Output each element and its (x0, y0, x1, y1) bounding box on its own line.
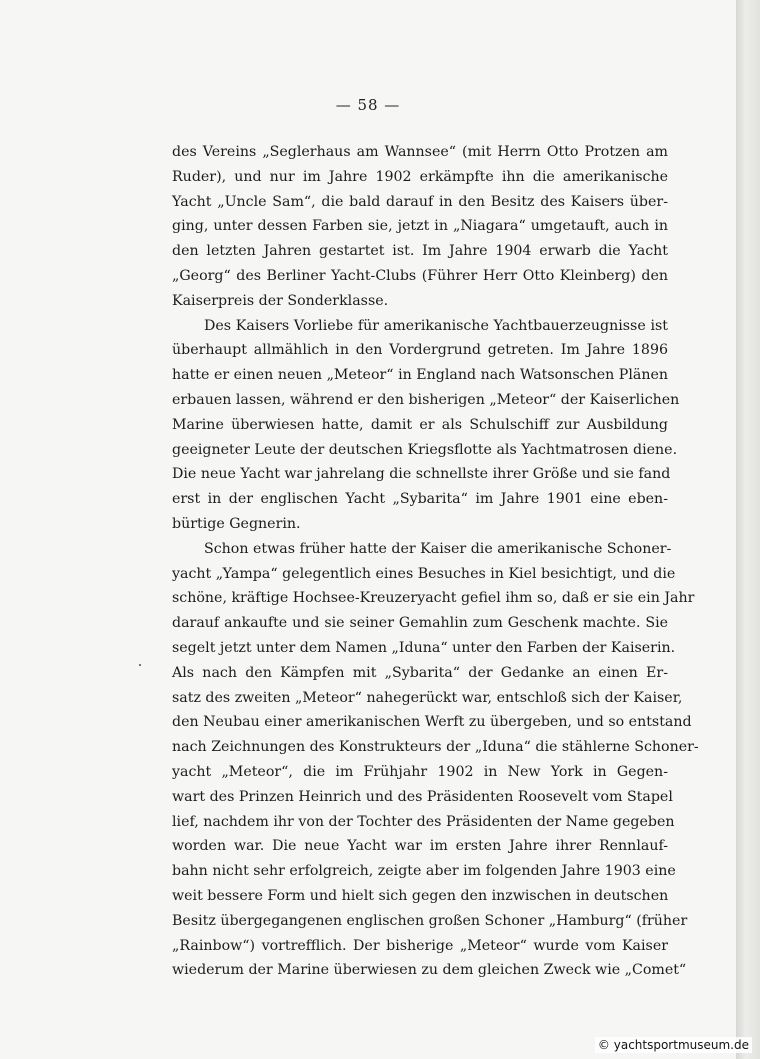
text-line: nach Zeichnungen des Konstrukteurs der „Iduna“ die stählerne Schoner- (172, 739, 699, 756)
text-line: lief, nachdem ihr von der Tochter des Präsidenten der Name gegeben (172, 813, 675, 830)
text-line: Marine überwiesen hatte, damit er als Schulschiff zur Ausbildung (172, 416, 668, 433)
text-line: schöne, kräftige Hochsee-Kreuzeryacht gefiel ihm so, daß er sie ein Jahr (172, 590, 695, 607)
text-line: Des Kaisers Vorliebe für amerikanische Yachtbauerzeugnisse ist (204, 317, 668, 334)
text-line: bahn nicht sehr erfolgreich, zeigte aber im folgenden Jahre 1903 eine (172, 863, 676, 880)
text-line: Schon etwas früher hatte der Kaiser die amerikanische Schoner- (204, 540, 672, 557)
text-line: Die neue Yacht war jahrelang die schnellste ihrer Größe und sie fand (172, 466, 671, 483)
text-line: ging, unter dessen Farben sie, jetzt in „Niagara“ umgetauft, auch in (172, 218, 668, 235)
text-line: Ruder), und nur im Jahre 1902 erkämpfte ihn die amerikanische (172, 168, 668, 185)
text-line: yacht „Yampa“ gelegentlich eines Besuches in Kiel besichtigt, und die (172, 565, 676, 582)
text-line: yacht „Meteor“, die im Frühjahr 1902 in New York in Gegen- (172, 763, 668, 780)
margin-mark (139, 664, 141, 666)
body-text (172, 140, 699, 983)
text-line: segelt jetzt unter dem Namen „Iduna“ unter den Farben der Kaiserin. (172, 639, 676, 656)
text-line: wart des Prinzen Heinrich und des Präsidenten Roosevelt vom Stapel (172, 788, 673, 805)
text-line: überhaupt allmählich in den Vordergrund getreten. Im Jahre 1896 (172, 342, 668, 359)
text-line: erst in der englischen Yacht „Sybarita“ im Jahre 1901 eine eben- (172, 491, 668, 508)
text-line: des Vereins „Seglerhaus am Wannsee“ (mit Herrn Otto Protzen am (172, 144, 668, 160)
text-line: satz des zweiten „Meteor“ nahegerückt war, entschloß sich der Kaiser, (172, 689, 683, 706)
text-line: Yacht „Uncle Sam“, die bald darauf in den Besitz des Kaisers über- (172, 193, 668, 210)
copyright-watermark: © yachtsportmuseum.de (595, 1037, 752, 1053)
text-line: hatte er einen neuen „Meteor“ in England nach Watsonschen Plänen (172, 367, 668, 384)
text-line: den letzten Jahren gestartet ist. Im Jahre 1904 erwarb die Yacht (172, 243, 668, 260)
paragraph-1 (172, 140, 668, 314)
text-line: geeigneter Leute der deutschen Kriegsflotte als Yachtmatrosen diene. (172, 441, 678, 458)
page-edge (736, 0, 760, 1059)
text-line: „Georg“ des Berliner Yacht-Clubs (Führer Herr Otto Kleinberg) den (172, 267, 668, 284)
page-number: — 58 — (335, 96, 401, 114)
text-line: Kaiserpreis der Sonderklasse. (172, 292, 389, 309)
text-line: bürtige Gegnerin. (172, 515, 301, 532)
text-line: Als nach den Kämpfen mit „Sybarita“ der Gedanke an einen Er- (172, 664, 668, 681)
paragraph-3 (172, 537, 699, 983)
text-line: den Neubau einer amerikanischen Werft zu übergeben, und so entstand (172, 714, 692, 731)
text-line: weit bessere Form und hielt sich gegen den inzwischen in deutschen (172, 887, 669, 904)
paragraph-2 (172, 314, 680, 537)
text-line: Besitz übergegangenen englischen großen Schoner „Hamburg“ (früher (172, 912, 688, 929)
text-line: „Rainbow“) vortrefflich. Der bisherige „Meteor“ wurde vom Kaiser (172, 937, 668, 954)
text-line: wiederum der Marine überwiesen zu dem gleichen Zweck wie „Comet“ (172, 962, 687, 979)
text-line: worden war. Die neue Yacht war im ersten Jahre ihrer Rennlauf- (172, 838, 668, 855)
text-line: darauf ankaufte und sie seiner Gemahlin zum Geschenk machte. Sie (172, 615, 668, 632)
text-line: erbauen lassen, während er den bisherigen „Meteor“ der Kaiserlichen (172, 391, 680, 408)
